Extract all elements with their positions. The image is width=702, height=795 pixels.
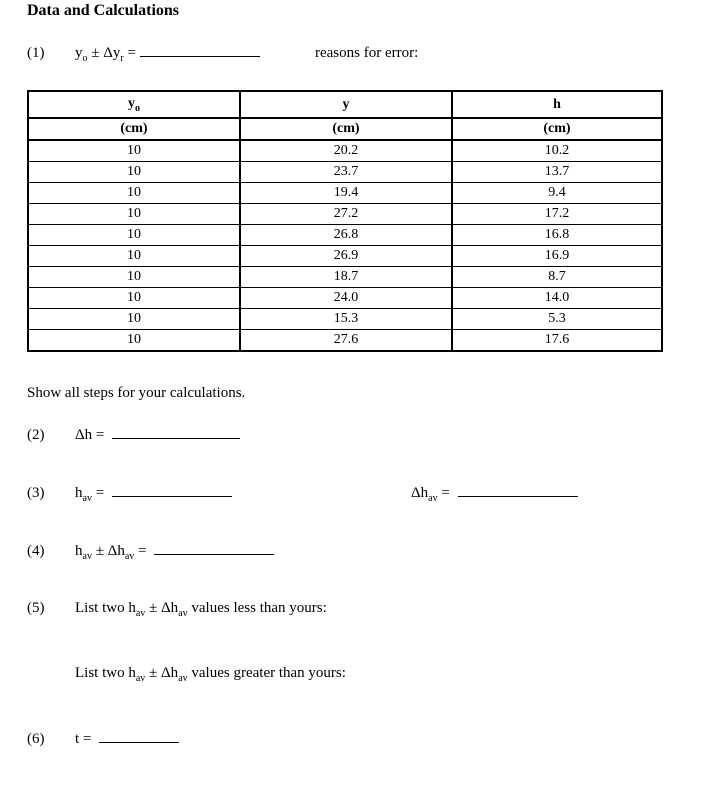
table-row — [28, 225, 662, 246]
q3-expression — [75, 485, 232, 504]
cell-y: 27.2 — [240, 204, 452, 225]
cell-y: 24.0 — [240, 288, 452, 309]
q1-reasons-label: reasons for error: — [315, 45, 419, 61]
q1-sub-r: r — [120, 53, 124, 64]
q5-b-sub2: av — [178, 673, 188, 684]
unit-y: (cm) — [240, 118, 452, 140]
cell-h: 14.0 — [452, 288, 662, 309]
q4-pm: ± Δh — [91, 543, 125, 559]
q4-sub1: av — [82, 551, 92, 562]
cell-yo: 10 — [28, 225, 240, 246]
cell-h: 9.4 — [452, 183, 662, 204]
header-h: h — [452, 91, 662, 118]
data-table — [27, 90, 663, 352]
q3-number: (3) — [27, 485, 45, 501]
cell-y: 27.6 — [240, 330, 452, 352]
section-title: Data and Calculations — [27, 2, 180, 19]
q3-h: h — [75, 485, 83, 501]
table-row — [28, 140, 662, 162]
table-units-row — [28, 118, 662, 140]
q1-number: (1) — [27, 45, 45, 61]
q5-b-post: values greater than yours: — [187, 665, 346, 681]
cell-h: 17.6 — [452, 330, 662, 352]
q5-b-pre: List two h — [75, 665, 136, 681]
cell-h: 8.7 — [452, 267, 662, 288]
cell-y: 26.9 — [240, 246, 452, 267]
q6-expression — [75, 731, 179, 748]
q3-delta-expression — [411, 485, 578, 504]
table-row — [28, 183, 662, 204]
q5-b-mid: ± Δh — [145, 665, 179, 681]
q6-number: (6) — [27, 731, 45, 747]
q3-eq: = — [91, 485, 105, 501]
q4-h: h — [75, 543, 83, 559]
cell-yo: 10 — [28, 162, 240, 183]
table-row — [28, 309, 662, 330]
table-row — [28, 267, 662, 288]
q3-dh: Δh — [411, 485, 429, 501]
cell-yo: 10 — [28, 183, 240, 204]
q4-sub2: av — [124, 551, 135, 562]
q4-eq: = — [134, 543, 147, 559]
q1-expression — [75, 45, 260, 64]
cell-h: 17.2 — [452, 204, 662, 225]
q1-sub-o: o — [82, 53, 88, 64]
q2-number: (2) — [27, 427, 45, 443]
q3-dh-sub: av — [428, 493, 438, 504]
cell-yo: 10 — [28, 140, 240, 162]
table-row — [28, 162, 662, 183]
q2-answer-blank[interactable] — [112, 438, 240, 439]
cell-yo: 10 — [28, 309, 240, 330]
q4-number: (4) — [27, 543, 45, 559]
header-y: y — [240, 91, 452, 118]
q5-a-post: values less than yours: — [187, 600, 327, 616]
q5-a-sub2: av — [178, 608, 188, 619]
q4-answer-blank[interactable] — [154, 554, 274, 555]
cell-y: 19.4 — [240, 183, 452, 204]
q5-greater-prompt — [75, 665, 346, 684]
q3-delta-answer-blank[interactable] — [458, 496, 578, 497]
cell-h: 10.2 — [452, 140, 662, 162]
q3-dh-eq: = — [437, 485, 450, 501]
instructions: Show all steps for your calculations. — [27, 385, 246, 401]
cell-h: 5.3 — [452, 309, 662, 330]
cell-y: 15.3 — [240, 309, 452, 330]
cell-yo: 10 — [28, 204, 240, 225]
cell-h: 13.7 — [452, 162, 662, 183]
cell-yo: 10 — [28, 246, 240, 267]
q5-number: (5) — [27, 600, 45, 616]
table-row — [28, 330, 662, 352]
table-row — [28, 204, 662, 225]
unit-h: (cm) — [452, 118, 662, 140]
cell-y: 26.8 — [240, 225, 452, 246]
q2-expression — [75, 427, 240, 444]
unit-yo: (cm) — [28, 118, 240, 140]
q5-b-sub1: av — [135, 673, 146, 684]
q5-less-prompt — [75, 600, 327, 619]
table-row — [28, 288, 662, 309]
q6-label: t = — [75, 731, 92, 747]
cell-h: 16.8 — [452, 225, 662, 246]
cell-h: 16.9 — [452, 246, 662, 267]
q1-eq: = — [127, 45, 136, 61]
q1-pm: ± Δy — [91, 45, 121, 61]
q3-answer-blank[interactable] — [112, 496, 232, 497]
header-yo: $y_o$ — [28, 91, 240, 118]
q6-answer-blank[interactable] — [99, 742, 179, 743]
q1-answer-blank[interactable] — [140, 56, 260, 57]
q4-expression — [75, 543, 274, 562]
cell-yo: 10 — [28, 288, 240, 309]
table-header-row — [28, 91, 662, 118]
q3-sub: av — [82, 493, 92, 504]
q2-label: Δh = — [75, 427, 105, 443]
cell-y: 20.2 — [240, 140, 452, 162]
q5-a-mid: ± Δh — [145, 600, 179, 616]
q1-y: y — [75, 45, 83, 61]
q5-a-pre: List two h — [75, 600, 136, 616]
cell-yo: 10 — [28, 267, 240, 288]
cell-y: 23.7 — [240, 162, 452, 183]
cell-y: 18.7 — [240, 267, 452, 288]
cell-yo: 10 — [28, 330, 240, 352]
table-row — [28, 246, 662, 267]
q5-a-sub1: av — [135, 608, 146, 619]
